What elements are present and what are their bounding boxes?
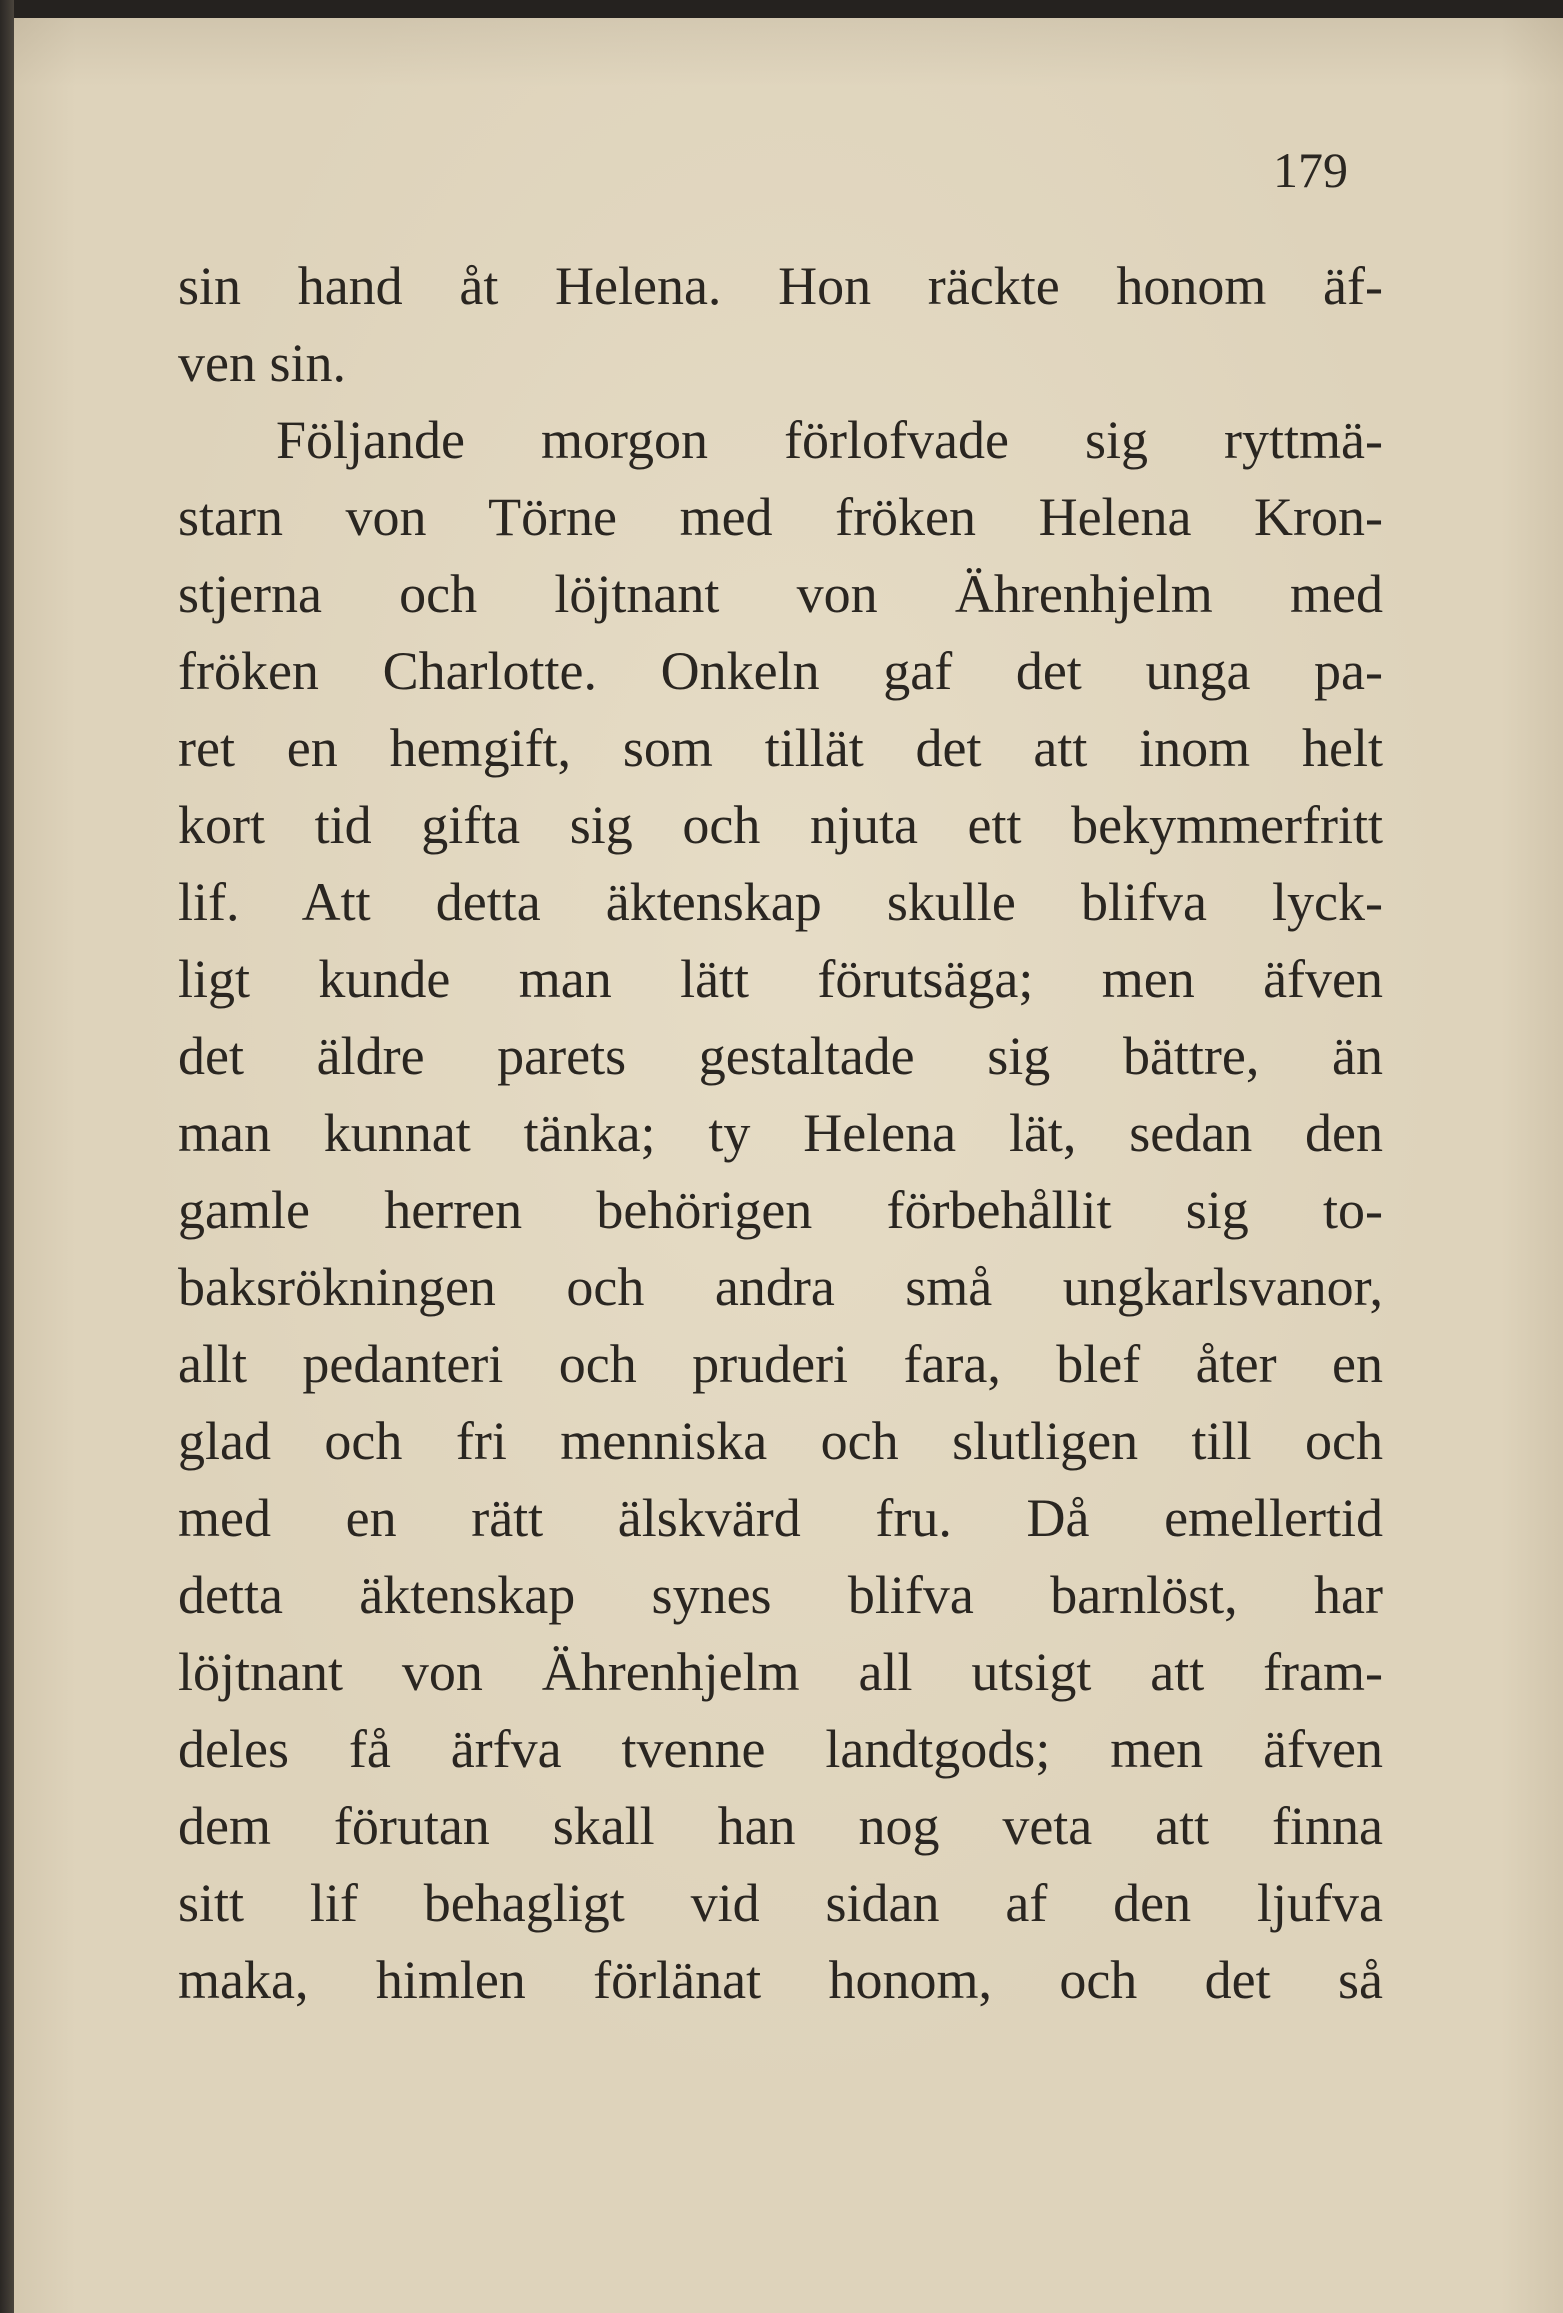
text-line: med en rätt älskvärd fru. Då emellertid [178,1488,1383,1548]
text-line: kort tid gifta sig och njuta ett bekymmerfritt [178,795,1383,855]
text-line: Följande morgon förlofvade sig ryttmä- [276,410,1383,470]
text-line: ligt kunde man lätt förutsäga; men äfven [178,949,1383,1009]
text-line: deles få ärfva tvenne landtgods; men äfven [178,1719,1383,1779]
text-line: ret en hemgift, som tillät det att inom helt [178,718,1383,778]
text-line: fröken Charlotte. Onkeln gaf det unga pa- [178,641,1383,701]
scan-top-edge [0,0,1563,18]
text-line: löjtnant von Ährenhjelm all utsigt att fram- [178,1642,1383,1702]
text-line: allt pedanteri och pruderi fara, blef åter en [178,1334,1383,1394]
text-line: gamle herren behörigen förbehållit sig to- [178,1180,1383,1240]
text-line: starn von Törne med fröken Helena Kron- [178,487,1383,547]
scan-left-edge [0,0,14,2313]
text-line: sitt lif behagligt vid sidan af den ljufva [178,1873,1383,1933]
text-line: detta äktenskap synes blifva barnlöst, har [178,1565,1383,1625]
text-line: man kunnat tänka; ty Helena lät, sedan den [178,1103,1383,1163]
text-line: baksrökningen och andra små ungkarlsvanor, [178,1257,1383,1317]
body-text [178,248,1383,2019]
text-line: glad och fri menniska och slutligen till och [178,1411,1383,1471]
text-line: ven sin. [178,333,346,393]
text-line: stjerna och löjtnant von Ährenhjelm med [178,564,1383,624]
text-line: dem förutan skall han nog veta att finna [178,1796,1383,1856]
text-line: maka, himlen förlänat honom, och det så [178,1950,1383,2010]
text-line: det äldre parets gestaltade sig bättre, än [178,1026,1383,1086]
text-line: lif. Att detta äktenskap skulle blifva lyck- [178,872,1383,932]
text-line: sin hand åt Helena. Hon räckte honom äf- [178,256,1383,316]
page-number: 179 [1273,142,1348,198]
